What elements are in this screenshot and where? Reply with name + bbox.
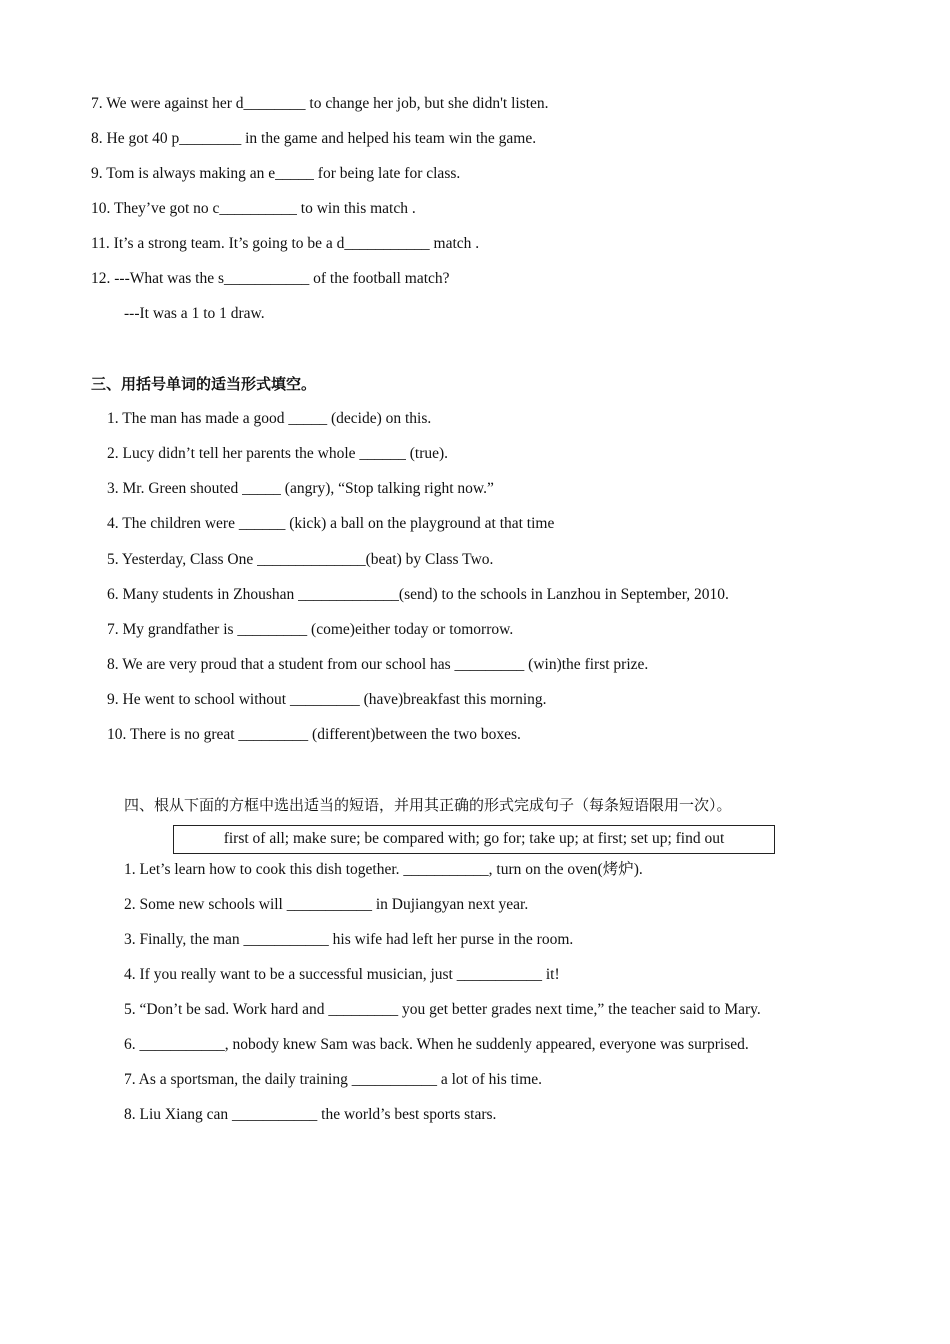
word-form-question-4: 4. The children were ______ (kick) a ball on the playground at that time	[107, 515, 555, 532]
phrase-question-6: 6. ___________, nobody knew Sam was back. When he suddenly appeared, everyone was surprised.	[124, 1036, 749, 1053]
phrase-question-1: 1. Let’s learn how to cook this dish together. ___________, turn on the oven(烤炉).	[124, 861, 643, 878]
question-9: 9. Tom is always making an e_____ for being late for class.	[91, 165, 461, 182]
word-form-question-5: 5. Yesterday, Class One ______________(beat) by Class Two.	[107, 551, 494, 568]
word-form-question-9: 9. He went to school without _________ (have)breakfast this morning.	[107, 691, 547, 708]
word-form-question-3: 3. Mr. Green shouted _____ (angry), “Stop talking right now.”	[107, 480, 494, 497]
section-3-heading: 三、用括号单词的适当形式填空。	[91, 375, 317, 393]
phrase-question-8: 8. Liu Xiang can ___________ the world’s best sports stars.	[124, 1106, 497, 1123]
question-12: 12. ---What was the s___________ of the football match?	[91, 270, 450, 287]
question-12-answer: ---It was a 1 to 1 draw.	[124, 305, 265, 322]
question-11: 11. It’s a strong team. It’s going to be a d___________ match .	[91, 235, 480, 252]
phrase-question-2: 2. Some new schools will ___________ in Dujiangyan next year.	[124, 896, 529, 913]
word-form-question-8: 8. We are very proud that a student from our school has _________ (win)the first prize.	[107, 656, 649, 673]
phrase-question-5: 5. “Don’t be sad. Work hard and _________ you get better grades next time,” the teacher said to Mary.	[124, 1001, 761, 1018]
phrase-question-7: 7. As a sportsman, the daily training ___________ a lot of his time.	[124, 1071, 543, 1088]
question-8: 8. He got 40 p________ in the game and helped his team win the game.	[91, 130, 537, 147]
question-10: 10. They’ve got no c__________ to win this match .	[91, 200, 416, 217]
word-form-question-6: 6. Many students in Zhoushan _____________(send) to the schools in Lanzhou in September, 2010.	[107, 586, 729, 603]
phrase-box: first of all; make sure; be compared with; go for; take up; at first; set up; find out	[173, 825, 775, 854]
section-4-heading: 四、根从下面的方框中选出适当的短语，并用其正确的形式完成句子（每条短语限用一次）。	[124, 796, 732, 814]
question-7: 7. We were against her d________ to change her job, but she didn't listen.	[91, 95, 549, 112]
word-form-question-7: 7. My grandfather is _________ (come)either today or tomorrow.	[107, 621, 514, 638]
word-form-question-10: 10. There is no great _________ (different)between the two boxes.	[107, 726, 521, 743]
phrase-question-3: 3. Finally, the man ___________ his wife had left her purse in the room.	[124, 931, 574, 948]
word-form-question-1: 1. The man has made a good _____ (decide) on this.	[107, 410, 432, 427]
phrase-question-4: 4. If you really want to be a successful musician, just ___________ it!	[124, 966, 560, 983]
word-form-question-2: 2. Lucy didn’t tell her parents the whole ______ (true).	[107, 445, 449, 462]
